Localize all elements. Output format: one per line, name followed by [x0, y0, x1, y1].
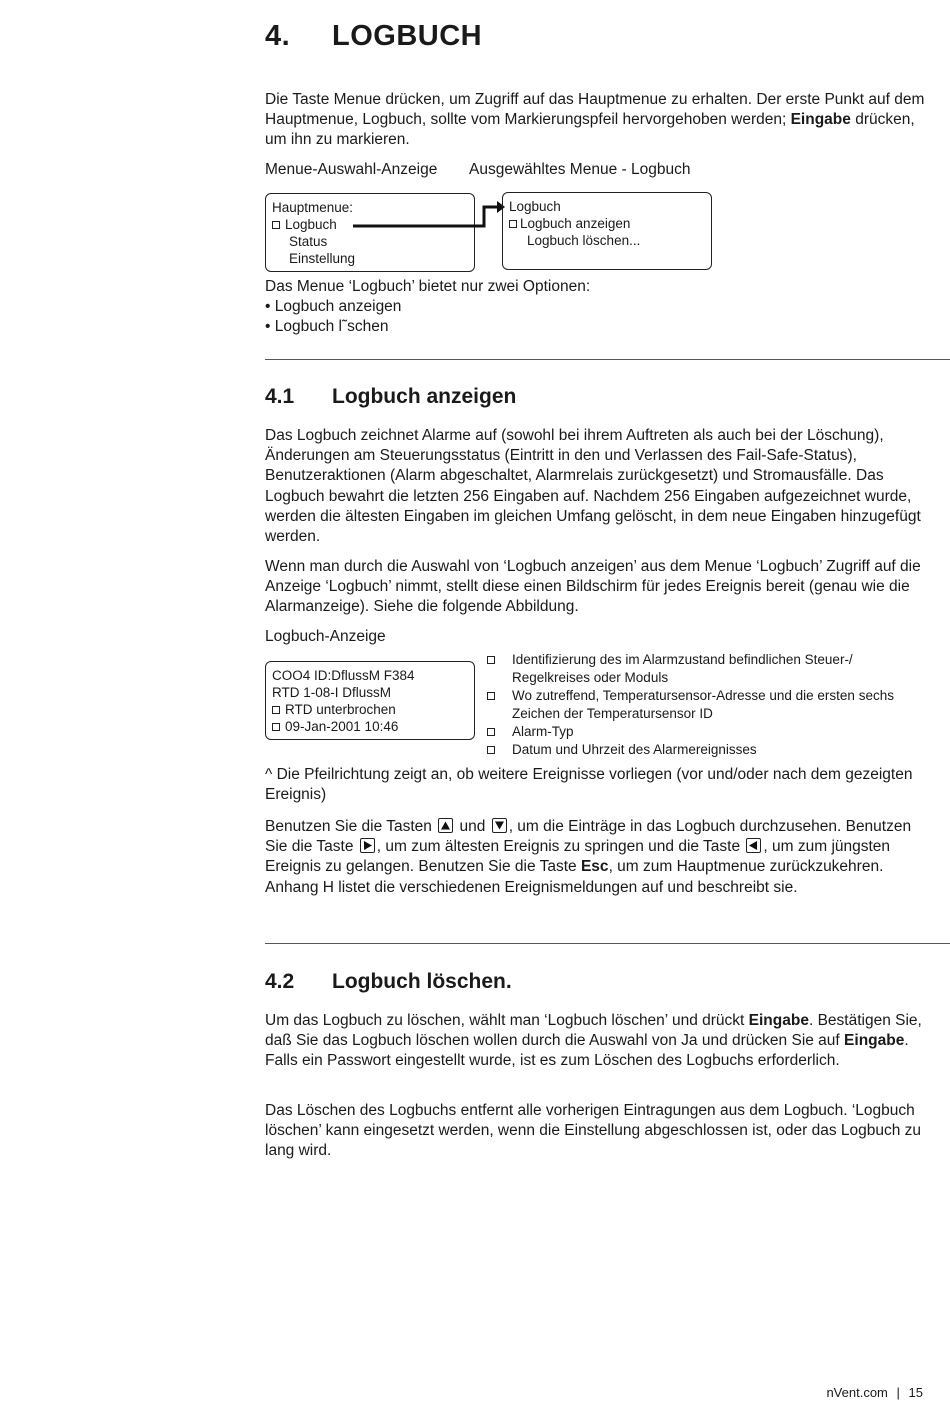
paragraph: ^ Die Pfeilrichtung zeigt an, ob weitere Ereignisse vorliegen (vor und/oder nach dem gezeigten Ereignis) — [265, 766, 913, 804]
paragraph: Das Löschen des Logbuchs entfernt alle vorherigen Eintragungen aus dem Logbuch. ‘Logbuch löschen’ kann eingesetzt werden, wenn die Einstellung abgeschlossen ist, oder das Logbuch zu lang wird. — [265, 1102, 922, 1160]
section-heading — [265, 20, 482, 53]
checkbox-icon — [272, 723, 280, 731]
menu-selection-caption: Menue-Auswahl-Anzeige — [265, 161, 438, 178]
checkbox-icon — [487, 746, 495, 754]
subsection-heading: 4.2 Logbuch löschen. — [265, 970, 512, 993]
checkbox-icon — [272, 221, 280, 229]
right-arrow-key-icon — [360, 838, 375, 853]
list-item: Datum und Uhrzeit des Alarmereignisses — [487, 741, 907, 759]
list-item: Identifizierung des im Alarmzustand befindlichen Steuer-/ Regelkreises oder Moduls — [487, 651, 907, 687]
selection-arrow-icon — [350, 198, 505, 234]
checkbox-icon — [272, 706, 280, 714]
main-menu-display: Hauptmenue: Logbuch Status Einstellung — [265, 193, 475, 272]
options-list: Das Menue ‘Logbuch’ bietet nur zwei Optionen: • Logbuch anzeigen • Logbuch l˜schen — [265, 277, 930, 338]
selected-menu-caption: Ausgewähltes Menue - Logbuch — [469, 161, 691, 178]
page-number: 15 — [908, 1385, 923, 1400]
logbook-menu-display: Logbuch Logbuch anzeigen Logbuch löschen... — [502, 192, 712, 270]
checkbox-icon — [487, 728, 495, 736]
paragraph: Wenn man durch die Auswahl von ‘Logbuch anzeigen’ aus dem Menue ‘Logbuch’ Zugriff auf die Anzeige ‘Logbuch’ nimmt, stellt diese einen Bildschirm für jedes Ereignis bereit (genau wie die Alarmanzeige). Siehe die folgende Abbildung. — [265, 558, 921, 616]
logbook-display: COO4 ID:DflussM F384 RTD 1-08-I DflussM RTD unterbrochen 09-Jan-2001 10:46 — [265, 661, 475, 740]
checkbox-icon — [509, 220, 517, 228]
checkbox-icon — [487, 692, 495, 700]
left-arrow-key-icon — [746, 838, 761, 853]
site-link[interactable]: nVent.com — [826, 1385, 888, 1400]
divider — [265, 943, 950, 944]
paragraph: Das Logbuch zeichnet Alarme auf (sowohl bei ihrem Auftreten als auch bei der Löschung), Änderungen am Steuerungsstatus (Eintritt in den und Verlassen des Fail-Safe-Status), Benutzeraktionen (Alarm abgeschaltet, Alarmrelais zurückgesetzt) und Stromausfälle. Das Logbuch bewahrt die letzten 256 Eingaben auf. Nachdem 256 Eingaben aufgezeichnet wurde, werden die ältesten Eingaben im gleichen Umfang gelöscht, in dem neue Eingaben hinzugefügt werden. — [265, 427, 921, 546]
intro-paragraph: Die Taste Menue drücken, um Zugriff auf das Hauptmenue zu erhalten. Der erste Punkt auf dem Hauptmenue, Logbuch, sollte vom Markierungspfeil hervorgehoben werden; Eingabe drücken, um ihn zu markieren. — [265, 91, 925, 149]
subsection-heading: 4.1 Logbuch anzeigen — [265, 385, 517, 408]
logbook-display-caption: Logbuch-Anzeige — [265, 628, 386, 645]
section-title: LOGBUCH — [332, 20, 483, 52]
list-item: Alarm-Typ — [487, 723, 907, 741]
paragraph: Um das Logbuch zu löschen, wählt man ‘Logbuch löschen’ und drückt Eingabe. Bestätigen Sie, daß Sie das Logbuch löschen wollen durch die Auswahl von Ja und drücken Sie auf Eingabe. Falls ein Passwort eingestellt wurde, ist es zum Löschen des Logbuchs erforderlich. — [265, 1012, 922, 1070]
down-arrow-key-icon — [492, 818, 507, 833]
checkbox-icon — [487, 656, 495, 664]
section-number: 4. — [265, 20, 291, 52]
divider — [265, 359, 950, 360]
logbook-legend — [487, 651, 907, 759]
option-item: • Logbuch l˜schen — [265, 318, 389, 336]
up-arrow-key-icon — [438, 818, 453, 833]
page-footer: nVent.com | 15 — [826, 1385, 923, 1400]
paragraph: Benutzen Sie die Tasten und , um die Einträge in das Logbuch durchzusehen. Benutzen Sie die Taste , um zum ältesten Ereignis zu springen und die Taste , um zum jüngsten Ereignis zu gelangen. Benutzen Sie die Taste Esc, um zum Hauptmenue zurückzukehren. Anhang H listet die verschiedenen Ereignismeldungen auf und beschreibt sie. — [265, 818, 912, 896]
option-item: • Logbuch anzeigen — [265, 298, 402, 316]
list-item: Wo zutreffend, Temperatursensor-Adresse und die ersten sechs Zeichen der Temperatursensor ID — [487, 687, 907, 723]
